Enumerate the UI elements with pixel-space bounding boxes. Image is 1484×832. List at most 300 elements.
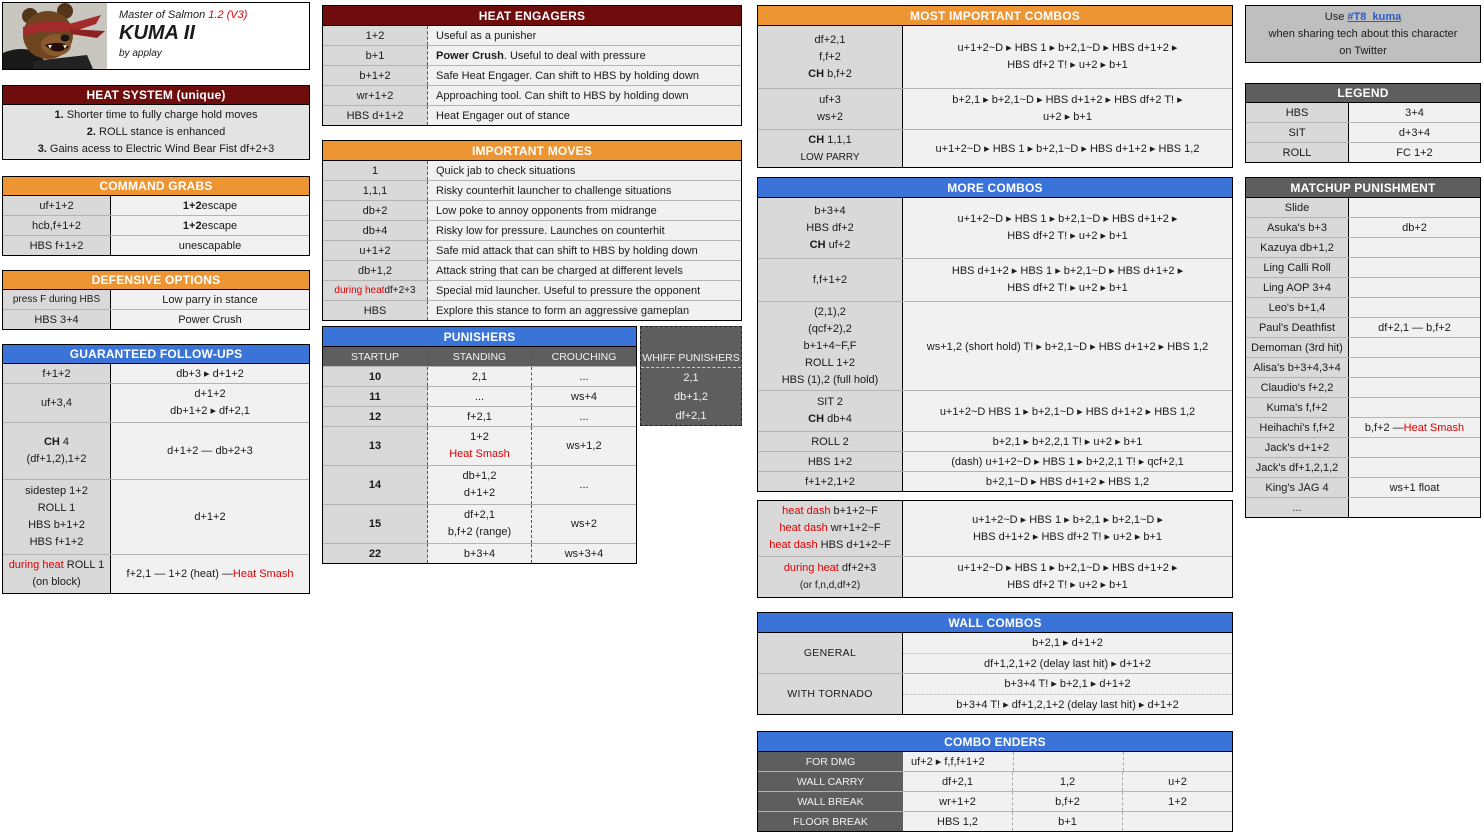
table-row	[758, 390, 1232, 431]
starter-line: ws+2	[817, 111, 843, 123]
ender-cell	[1122, 812, 1232, 831]
legend-title: LEGEND	[1246, 84, 1480, 103]
table-row	[1246, 142, 1480, 162]
legend-key: SIT	[1246, 123, 1349, 142]
table-row	[758, 501, 1232, 556]
starter-line: b+1+4~F,F	[803, 339, 857, 352]
desc-cell: Power Crush	[111, 310, 309, 329]
followup-cell: db+3 ▸ d+1+2	[111, 364, 309, 383]
table-row	[3, 383, 309, 422]
desc-text: . Useful to deal with pressure	[503, 49, 646, 62]
punish-cell	[1349, 458, 1480, 477]
legend-value: d+3+4	[1349, 123, 1480, 142]
ender-cell: HBS 1,2	[903, 812, 1012, 831]
followup-cell	[111, 555, 309, 593]
character-info	[107, 3, 247, 69]
whiff-value: df+2,1	[675, 409, 707, 422]
punish-cell	[1349, 298, 1480, 317]
combo-cell: u+1+2~D ▸ HBS 1 ▸ b+2,1~D ▸ HBS d+1+2 ▸ HBS 1,2	[903, 130, 1232, 167]
legend-table	[1245, 83, 1481, 163]
combo-line: HBS df+2 T! ▸ u+2 ▸ b+1	[1007, 282, 1128, 294]
table-row	[1246, 417, 1480, 437]
standing-line: db+1,2	[462, 470, 497, 482]
col-header-crouching: CROUCHING	[532, 347, 636, 366]
move-text: HBS	[363, 304, 387, 317]
table-row	[3, 554, 309, 593]
move-cell: 1+2	[323, 26, 428, 45]
important-moves-table	[322, 140, 742, 321]
situation-cell: GENERAL	[758, 633, 903, 673]
move-cell	[323, 221, 428, 240]
desc-text: Approaching tool. Can shift to HBS by holding down	[436, 89, 689, 102]
table-row	[758, 752, 1232, 771]
table-row	[1246, 317, 1480, 337]
move-cell	[3, 480, 111, 554]
legend-value: FC 1+2	[1349, 143, 1480, 162]
crouching-cell: ...	[532, 466, 636, 504]
starter-line	[808, 411, 852, 428]
desc-cell: Quick jab to check situations	[428, 161, 741, 180]
combo-cell	[903, 633, 1232, 673]
defensive-options-title: DEFENSIVE OPTIONS	[3, 271, 309, 290]
table-row	[3, 235, 309, 255]
line-text: Shorter time to fully charge hold moves	[63, 108, 258, 121]
combo-line: HBS d+1+2 ▸ HBS df+2 T! ▸ u+2 ▸ b+1	[972, 530, 1163, 543]
escape-text: escape	[201, 219, 238, 232]
kuma-portrait	[3, 3, 107, 69]
line-text: Gains acess to Electric Wind Bear Fist df+2+3	[46, 142, 275, 155]
escape-cell	[111, 216, 309, 235]
combo-cell: b+2,1 ▸ b+2,2,1 T! ▸ u+2 ▸ b+1	[903, 432, 1232, 451]
move-line: sidestep 1+2	[25, 485, 88, 497]
heat-dash-combos-table	[757, 500, 1233, 598]
move-cell	[323, 241, 428, 260]
table-row	[323, 200, 741, 220]
heat-smash-label: Heat Smash	[232, 568, 294, 580]
combo-cell	[903, 259, 1232, 301]
ender-cell: 1+2	[1122, 792, 1232, 811]
combo-line: u+1+2~D ▸ HBS 1 ▸ b+2,1 ▸ b+2,1~D ▸	[972, 513, 1163, 526]
move-cell	[323, 301, 428, 320]
starter-cell	[758, 198, 903, 258]
starter-text: b+1+2~F	[833, 505, 878, 517]
punish-cell	[1349, 358, 1480, 377]
heat-smash-label: Heat Smash	[449, 448, 510, 460]
combo-line: b+3+4 T! ▸ df+1,2,1+2 (delay last hit) ▸ d+1+2	[903, 694, 1232, 715]
starter-text: b,f+2	[827, 67, 852, 80]
table-row	[1246, 477, 1480, 497]
starter-cell: f,f+1+2	[758, 259, 903, 301]
starter-line	[808, 66, 852, 83]
starter-line: df+2,1	[814, 33, 846, 46]
during-heat-prefix: during heat	[8, 559, 67, 571]
move-cell: HBS 3+4	[3, 310, 111, 329]
heat-engagers-table	[322, 5, 742, 126]
table-row	[1246, 198, 1480, 217]
escape-text: escape	[201, 199, 238, 212]
desc-cell: Low parry in stance	[111, 290, 309, 309]
twitter-line: when sharing tech about this character	[1268, 27, 1458, 40]
version-label: 1.2 (V3)	[208, 9, 248, 21]
punish-text: db+2	[1402, 221, 1427, 234]
heat-dash-prefix: heat dash	[782, 505, 834, 517]
punish-cell	[1349, 498, 1480, 517]
twitter-line: on Twitter	[1339, 44, 1387, 57]
move-cell: uf+1+2	[3, 196, 111, 215]
table-row	[323, 280, 741, 300]
starter-cell	[758, 391, 903, 431]
table-row	[758, 129, 1232, 167]
ch-prefix: CH	[808, 67, 828, 80]
table-row	[1246, 337, 1480, 357]
table-row	[758, 301, 1232, 390]
table-row	[758, 26, 1232, 88]
ch-prefix: CH	[808, 133, 828, 146]
starter-line	[784, 560, 876, 577]
followup-cell: d+1+2 — db+2+3	[111, 423, 309, 479]
more-combos-table	[757, 177, 1233, 492]
guaranteed-followups-title: GUARANTEED FOLLOW-UPS	[3, 345, 309, 364]
combo-line: b+3+4 T! ▸ b+2,1 ▸ d+1+2	[1004, 678, 1131, 691]
standing-cell	[428, 505, 532, 543]
crouching-cell: ...	[532, 407, 636, 426]
standing-cell: 2,1	[428, 367, 532, 386]
table-row	[323, 180, 741, 200]
table-row	[1246, 217, 1480, 237]
guaranteed-followups-table	[2, 344, 310, 594]
standing-line: df+2,1	[464, 509, 495, 521]
table-row	[323, 240, 741, 260]
move-cell: HBS d+1+2	[323, 106, 428, 125]
table-row	[758, 431, 1232, 451]
startup-cell: 13	[323, 427, 428, 465]
matchup-punishment-title: MATCHUP PUNISHMENT	[1246, 178, 1480, 198]
twitter-line	[1325, 9, 1401, 26]
enemy-move-cell: Kazuya db+1,2	[1246, 238, 1349, 257]
table-row	[1246, 437, 1480, 457]
standing-cell	[428, 466, 532, 504]
followup-text: f+2,1 — 1+2 (heat) —	[126, 568, 233, 580]
table-row	[3, 309, 309, 329]
move-cell: uf+3,4	[3, 384, 111, 422]
desc-bold: Power Crush	[436, 49, 504, 62]
ender-type-cell: WALL CARRY	[758, 772, 903, 791]
crouching-cell: ...	[532, 367, 636, 386]
heat-system-line	[87, 124, 225, 141]
combo-line: u+1+2~D ▸ HBS 1 ▸ b+2,1~D ▸ HBS d+1+2 ▸	[957, 213, 1178, 225]
followup-line: db+1+2 ▸ df+2,1	[170, 405, 250, 417]
escape-cell	[111, 196, 309, 215]
combo-cell	[903, 501, 1232, 556]
most-important-combos-table	[757, 5, 1233, 168]
standing-line: d+1+2	[463, 487, 496, 499]
desc-cell	[428, 26, 741, 45]
table-row	[758, 198, 1232, 258]
heat-dash-prefix: heat dash	[769, 539, 821, 551]
move-line: (df+1,2),1+2	[26, 453, 87, 465]
more-combos-title: MORE COMBOS	[758, 178, 1232, 198]
combo-cell: b+2,1~D ▸ HBS d+1+2 ▸ HBS 1,2	[903, 472, 1232, 491]
command-grabs-table	[2, 176, 310, 256]
desc-cell	[428, 106, 741, 125]
starter-line: b+3+4	[814, 204, 846, 217]
starter-line	[782, 503, 878, 520]
starter-line: f,f+2	[819, 50, 841, 63]
ender-type-cell: WALL BREAK	[758, 792, 903, 811]
character-name: KUMA II	[119, 22, 195, 44]
ch-prefix: CH	[809, 238, 829, 251]
table-row	[323, 406, 636, 426]
heat-system-body	[3, 105, 309, 159]
move-cell: press F during HBS	[3, 290, 111, 309]
punish-cell	[1349, 278, 1480, 297]
starter-cell	[758, 89, 903, 129]
starter-line	[779, 520, 880, 537]
starter-line: ROLL 1+2	[804, 356, 856, 369]
move-cell: hcb,f+1+2	[3, 216, 111, 235]
table-row	[758, 451, 1232, 471]
ender-type-cell: FLOOR BREAK	[758, 812, 903, 831]
legend-value: 3+4	[1349, 103, 1480, 122]
punish-cell	[1349, 318, 1480, 337]
enemy-move-cell: Ling AOP 3+4	[1246, 278, 1349, 297]
escape-bold: 1+2	[182, 199, 202, 212]
enemy-move-cell: Leo's b+1,4	[1246, 298, 1349, 317]
table-row	[1246, 397, 1480, 417]
ender-cell: df+2,1	[903, 772, 1012, 791]
table-row	[3, 364, 309, 383]
ender-cell: 1,2	[1012, 772, 1122, 791]
standing-cell: ...	[428, 387, 532, 406]
move-line: (on block)	[32, 576, 81, 588]
table-row	[323, 465, 636, 504]
starter-text: db+4	[827, 413, 852, 425]
combo-cell: u+1+2~D HBS 1 ▸ b+2,1~D ▸ HBS d+1+2 ▸ HBS 1,2	[903, 391, 1232, 431]
desc-text: Heat Engager out of stance	[436, 109, 570, 122]
desc-cell	[428, 86, 741, 105]
crouching-cell: ws+3+4	[532, 544, 636, 563]
followup-cell	[111, 384, 309, 422]
ender-cell	[1013, 752, 1123, 771]
ender-cell: b+1	[1012, 812, 1122, 831]
heat-dash-prefix: heat dash	[779, 522, 831, 534]
ender-cell: b,f+2	[1012, 792, 1122, 811]
line-number: 3.	[37, 142, 47, 155]
starter-cell: HBS 1+2	[758, 452, 903, 471]
table-row	[323, 65, 741, 85]
punish-cell	[1349, 438, 1480, 457]
crouching-cell: ws+4	[532, 387, 636, 406]
followup-line: d+1+2	[194, 388, 226, 400]
punish-cell	[1349, 478, 1480, 497]
combo-line: df+1,2,1+2 (delay last hit) ▸ d+1+2	[903, 653, 1232, 674]
move-cell: wr+1+2	[323, 86, 428, 105]
legend-key: HBS	[1246, 103, 1349, 122]
standing-line: b,f+2 (range)	[447, 526, 512, 538]
hashtag-link[interactable]: #T8_kuma	[1347, 10, 1402, 23]
starter-line: SIT 2	[816, 396, 844, 408]
heat-system-table	[2, 85, 310, 160]
line-text: ROLL stance is enhanced	[95, 125, 226, 138]
table-row	[1246, 297, 1480, 317]
startup-cell: 12	[323, 407, 428, 426]
table-row	[3, 215, 309, 235]
punish-cell	[1349, 218, 1480, 237]
punishers-title: PUNISHERS	[323, 327, 636, 347]
combo-cell	[903, 26, 1232, 88]
combo-cell	[903, 557, 1232, 597]
table-row	[1246, 277, 1480, 297]
move-text: 1	[371, 164, 379, 177]
combo-line: u+1+2~D ▸ HBS 1 ▸ b+2,1~D ▸ HBS d+1+2 ▸	[957, 42, 1178, 54]
col-header-standing: STANDING	[428, 347, 532, 366]
desc-cell: Special mid launcher. Useful to pressure the opponent	[428, 281, 741, 300]
move-cell	[323, 201, 428, 220]
table-row	[323, 220, 741, 240]
table-row	[758, 791, 1232, 811]
move-line	[9, 557, 105, 574]
starter-line: (or f,n,d,df+2)	[799, 580, 861, 591]
during-heat-prefix: during heat	[334, 285, 385, 296]
desc-cell: Low poke to annoy opponents from midrange	[428, 201, 741, 220]
table-row	[758, 88, 1232, 129]
table-row	[323, 45, 741, 65]
combo-line: HBS df+2 T! ▸ u+2 ▸ b+1	[1007, 230, 1128, 242]
table-row	[323, 105, 741, 125]
combo-line: u+1+2~D ▸ HBS 1 ▸ b+2,1~D ▸ HBS d+1+2 ▸	[957, 562, 1178, 574]
starter-line	[769, 537, 890, 554]
punish-cell	[1349, 378, 1480, 397]
move-cell: b+1	[323, 46, 428, 65]
table-row	[3, 422, 309, 479]
table-row	[323, 426, 636, 465]
twitter-text: Use	[1324, 10, 1348, 23]
enemy-move-cell: Paul's Deathfist	[1246, 318, 1349, 337]
punishers-table	[322, 326, 637, 564]
table-row	[323, 260, 741, 280]
starter-line: LOW PARRY	[800, 151, 860, 163]
move-text: df+2+3	[384, 285, 416, 296]
move-cell	[323, 261, 428, 280]
escape-text: unescapable	[178, 239, 242, 252]
starter-text: 1,1,1	[827, 133, 852, 146]
enemy-move-cell: ...	[1246, 498, 1349, 517]
move-cell: HBS f+1+2	[3, 236, 111, 255]
punish-cell	[1349, 398, 1480, 417]
whiff-value: 2,1	[683, 371, 699, 384]
starter-line	[810, 237, 851, 254]
col-header-startup: STARTUP	[323, 347, 428, 366]
escape-cell	[111, 236, 309, 255]
combo-line: b+2,1 ▸ b+2,1~D ▸ HBS d+1+2 ▸ HBS df+2 T! ▸	[952, 94, 1183, 106]
table-row	[758, 556, 1232, 597]
during-heat-prefix: during heat	[783, 562, 842, 574]
enemy-move-cell: Kuma's f,f+2	[1246, 398, 1349, 417]
table-row	[3, 479, 309, 554]
table-row	[323, 504, 636, 543]
enemy-move-cell: Claudio's f+2,2	[1246, 378, 1349, 397]
starter-cell	[758, 501, 903, 556]
enemy-move-cell: Slide	[1246, 198, 1349, 217]
starter-line	[808, 132, 851, 149]
starter-line: uf+3	[819, 94, 841, 106]
move-cell: f+1+2	[3, 364, 111, 383]
enemy-move-cell: King's JAG 4	[1246, 478, 1349, 497]
combo-enders-title: COMBO ENDERS	[758, 732, 1232, 752]
ch-prefix: CH	[43, 436, 63, 448]
combo-line: HBS d+1+2 ▸ HBS 1 ▸ b+2,1~D ▸ HBS d+1+2 ▸	[951, 265, 1184, 277]
standing-cell	[428, 427, 532, 465]
ender-cell: wr+1+2	[903, 792, 1012, 811]
desc-cell: Explore this stance to form an aggressive gameplan	[428, 301, 741, 320]
table-row	[3, 196, 309, 215]
enemy-move-cell: Alisa's b+3+4,3+4	[1246, 358, 1349, 377]
move-text: db+2	[362, 204, 388, 217]
series-label: Master of Salmon	[119, 9, 206, 21]
desc-cell: Attack string that can be charged at different levels	[428, 261, 741, 280]
desc-cell: Safe mid attack that can shift to HBS by holding down	[428, 241, 741, 260]
table-row	[758, 471, 1232, 491]
enemy-move-cell: Ling Calli Roll	[1246, 258, 1349, 277]
crouching-cell: ws+2	[532, 505, 636, 543]
combo-line: b+2,1 ▸ d+1+2	[1032, 637, 1103, 650]
table-row	[758, 771, 1232, 791]
standing-cell: f+2,1	[428, 407, 532, 426]
move-cell	[3, 423, 111, 479]
situation-cell: WITH TORNADO	[758, 674, 903, 714]
table-row	[1246, 103, 1480, 122]
ender-cell	[1123, 752, 1233, 771]
starter-line: (2,1),2	[814, 305, 846, 318]
starter-text: HBS d+1+2~F	[820, 539, 891, 551]
table-row	[1246, 377, 1480, 397]
desc-text: Safe Heat Engager. Can shift to HBS by holding down	[436, 69, 699, 82]
move-line: HBS f+1+2	[29, 536, 84, 548]
desc-cell	[428, 66, 741, 85]
heat-smash-label: Heat Smash	[1403, 421, 1465, 434]
move-line: HBS b+1+2	[28, 519, 85, 531]
heat-system-title: HEAT SYSTEM (unique)	[3, 86, 309, 105]
startup-cell: 14	[323, 466, 428, 504]
punish-text: ws+1 float	[1389, 481, 1440, 494]
punish-cell	[1349, 238, 1480, 257]
move-cell	[323, 181, 428, 200]
enemy-move-cell: Jack's df+1,2,1,2	[1246, 458, 1349, 477]
standing-cell: b+3+4	[428, 544, 532, 563]
wall-combos-table	[757, 612, 1233, 715]
move-cell: b+1+2	[323, 66, 428, 85]
escape-bold: 1+2	[182, 219, 202, 232]
punish-cell	[1349, 258, 1480, 277]
move-text: db+1,2	[358, 264, 392, 277]
punish-text: b,f+2 —	[1364, 421, 1404, 434]
combo-cell: (dash) u+1+2~D ▸ HBS 1 ▸ b+2,2,1 T! ▸ qcf+2,1	[903, 452, 1232, 471]
heat-system-line	[38, 141, 275, 158]
matchup-punishment-table	[1245, 177, 1481, 518]
starter-cell	[758, 557, 903, 597]
whiff-punishers-title: WHIFF PUNISHERS	[641, 327, 741, 368]
move-cell	[323, 161, 428, 180]
move-cell	[3, 555, 111, 593]
table-row	[323, 26, 741, 45]
table-row	[3, 290, 309, 309]
ender-type-cell: FOR DMG	[758, 752, 903, 771]
punish-cell	[1349, 198, 1480, 217]
move-text: ROLL 1	[66, 559, 105, 571]
combo-cell	[903, 674, 1232, 714]
crouching-cell: ws+1,2	[532, 427, 636, 465]
starter-line: HBS df+2	[806, 221, 854, 234]
